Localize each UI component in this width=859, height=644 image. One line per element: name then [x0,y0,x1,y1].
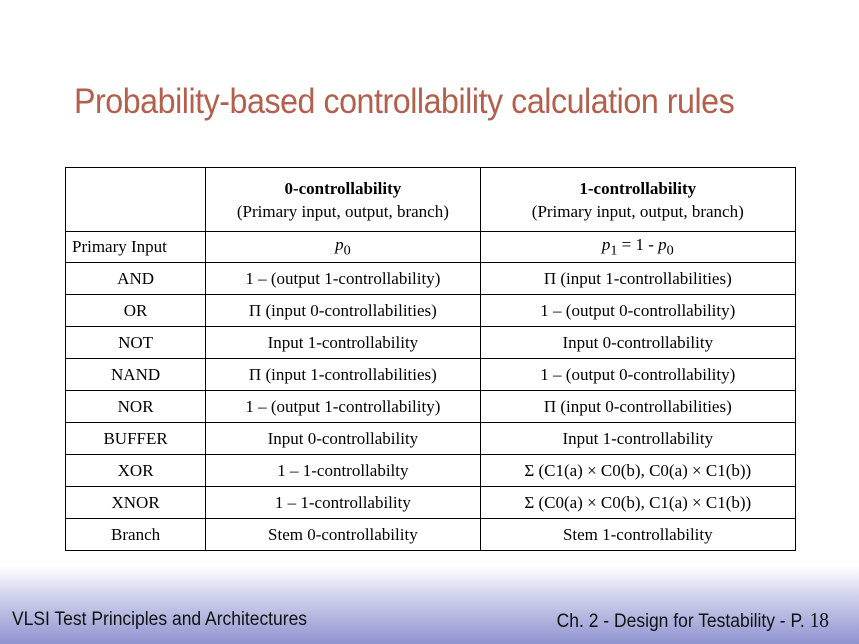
c0-cell: 1 – 1-controllability [206,487,480,519]
c1-cell: Π (input 1-controllabilities) [480,263,795,295]
gate-cell: NAND [66,359,206,391]
c0-cell: 1 – (output 1-controllability) [206,391,480,423]
p1-subscript: 1 [610,242,618,259]
table-row [66,455,796,487]
gate-cell: NOR [66,391,206,423]
c1-cell: 1 – (output 0-controllability) [480,295,795,327]
gate-cell: OR [66,295,206,327]
footer-chapter [557,608,829,633]
header-0-subtitle: (Primary input, output, branch) [236,201,449,221]
c1-cell: Σ (C1(a) × C0(b), C0(a) × C1(b)) [480,455,795,487]
header-1-controllability [480,168,795,232]
gate-cell: Branch [66,519,206,551]
p0-symbol: p [335,234,344,254]
header-0-title: 0-controllability [284,178,402,198]
c0-cell [206,232,480,263]
gate-cell: NOT [66,327,206,359]
c1-cell: Input 0-controllability [480,327,795,359]
c0-cell: 1 – (output 1-controllability) [206,263,480,295]
c1-cell [480,232,795,263]
c0-cell: Π (input 0-controllabilities) [206,295,480,327]
gate-cell: XNOR [66,487,206,519]
header-0-controllability [206,168,480,232]
table-row [66,391,796,423]
table-row [66,263,796,295]
c0-cell: 1 – 1-controllabilty [206,455,480,487]
c1-cell: Σ (C0(a) × C0(b), C1(a) × C1(b)) [480,487,795,519]
table-row [66,519,796,551]
table-row-primary-input [66,232,796,263]
p1-rhs-subscript: 0 [666,242,674,259]
p1-symbol: p [601,234,611,254]
table-row [66,487,796,519]
controllability-table [65,167,796,551]
table-row [66,359,796,391]
c1-cell: Π (input 0-controllabilities) [480,391,795,423]
table-row [66,423,796,455]
c1-cell: Input 1-controllability [480,423,795,455]
footer-course-title: VLSI Test Principles and Architectures [12,609,308,630]
header-gate [66,168,206,232]
slide-title: Probability-based controllability calculation rules [74,82,735,121]
header-1-title: 1-controllability [579,178,697,198]
gate-cell: BUFFER [66,423,206,455]
p1-rhs-symbol: p [658,234,667,254]
c1-cell: 1 – (output 0-controllability) [480,359,795,391]
c0-cell: Π (input 1-controllabilities) [206,359,480,391]
table-row [66,327,796,359]
c0-cell: Stem 0-controllability [206,519,480,551]
c1-cell: Stem 1-controllability [480,519,795,551]
p0-subscript: 0 [343,242,351,259]
table-row [66,295,796,327]
header-1-subtitle: (Primary input, output, branch) [531,201,744,221]
table-header-row [66,168,796,232]
footer-chapter-label: Ch. 2 - Design for Testability - P. [556,611,805,632]
c0-cell: Input 1-controllability [206,327,480,359]
gate-cell: AND [66,263,206,295]
c0-cell: Input 0-controllability [206,423,480,455]
gate-cell: XOR [66,455,206,487]
gate-cell: Primary Input [66,232,206,263]
p1-equation: = 1 - [617,234,659,254]
page-number: 18 [809,608,829,632]
